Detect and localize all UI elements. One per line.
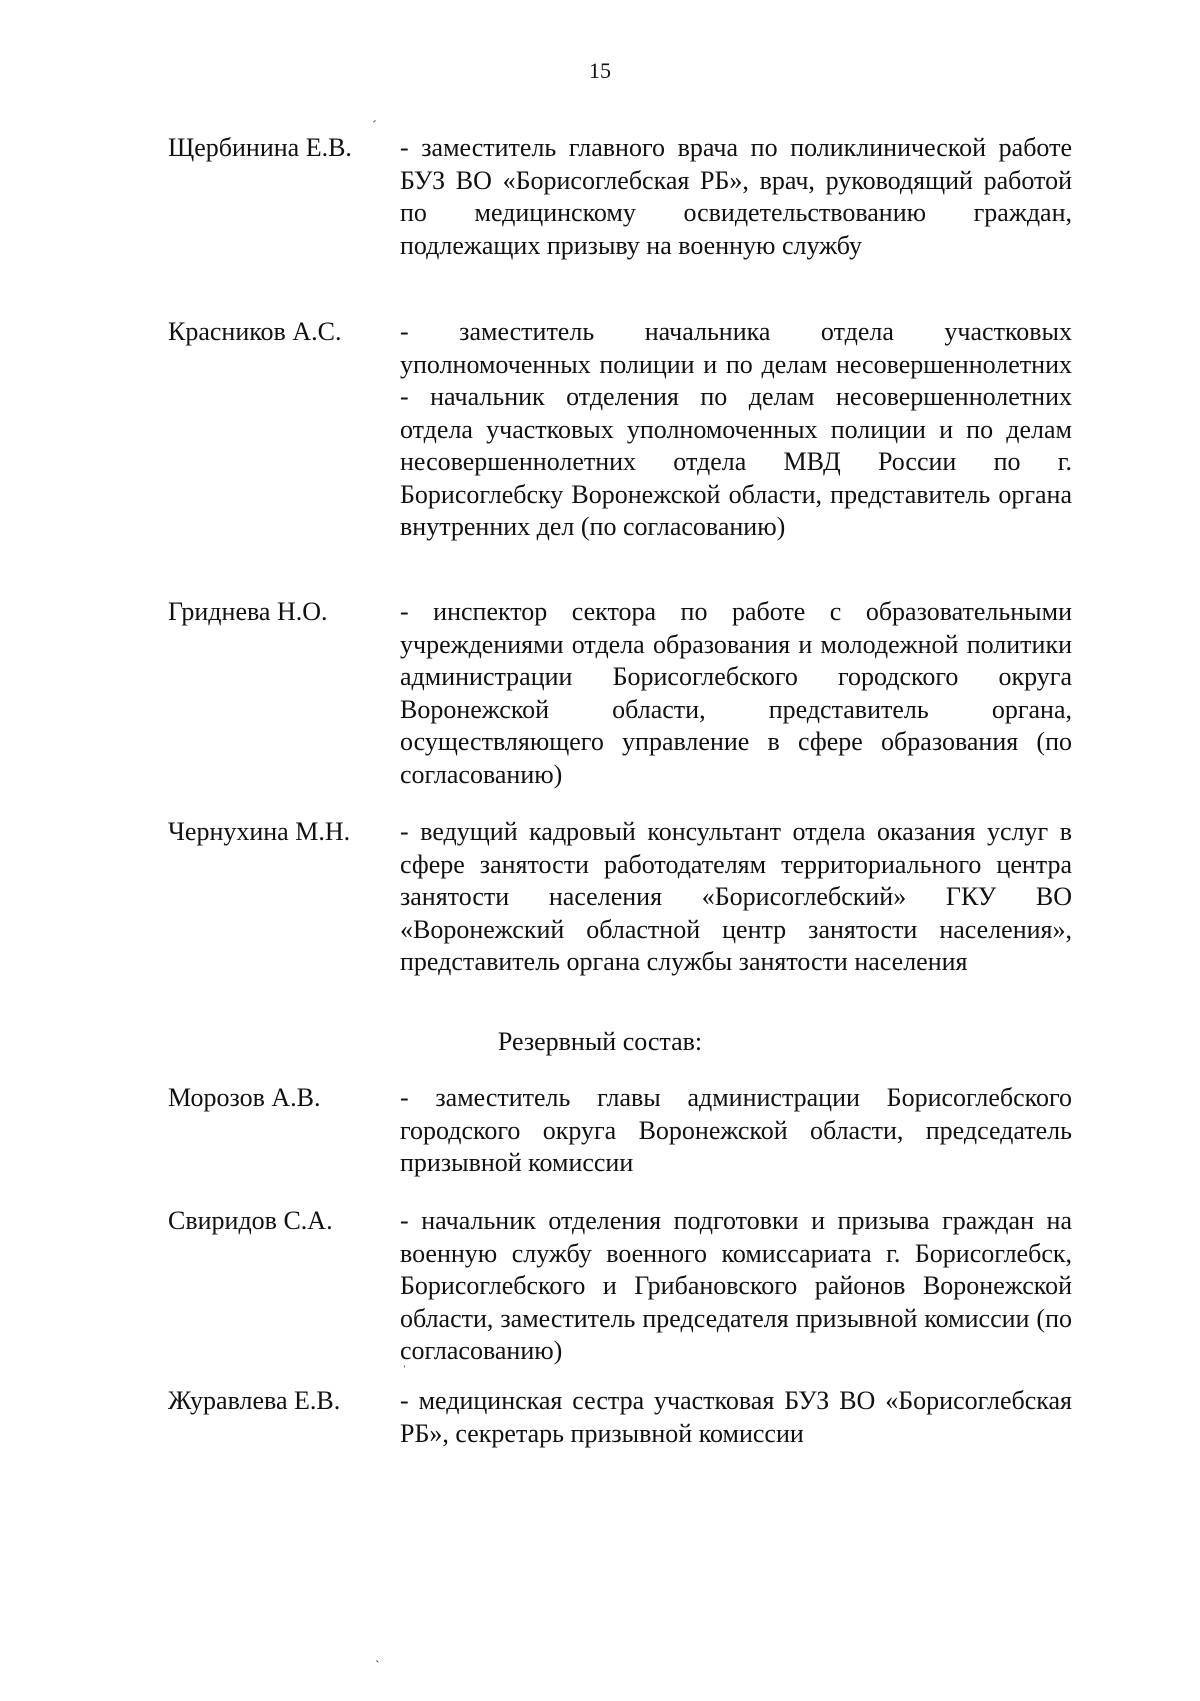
member-name: Чернухина М.Н. [168,817,351,846]
member-description: - заместитель главы администрации Борисоглебского городского округа Воронежской области, председатель призывной комиссии [400,1083,1072,1177]
member-description: - заместитель начальника отдела участковых уполномоченных полиции и по делам несовершеннолетних - начальник отделения по делам несовершеннолетних отдела участковых уполномоченных полиции и по делам несовершеннолетних отдела МВД России по г. Борисоглебску Воронежской области, представитель органа внутренних дел (по согласованию) [400,317,1072,541]
member-description: - медицинская сестра участковая БУЗ ВО «Борисоглебская РБ», секретарь призывной комиссии [400,1386,1072,1448]
member-name: Гриднева Н.О. [168,597,328,626]
reserve-heading: Резервный состав: [497,1027,703,1056]
member-name: Морозов А.В. [168,1083,321,1112]
page-number: 15 [589,58,611,83]
member-name: Щербинина Е.В. [168,133,352,162]
member-description: - начальник отделения подготовки и призыва граждан на военную службу военного комиссариата г. Борисоглебск, Борисоглебского и Грибановского районов Воронежской области, заместитель председателя призывной комиссии (по согласованию) [400,1206,1072,1365]
member-name: Красников А.С. [168,317,342,346]
member-description: - заместитель главного врача по поликлинической работе БУЗ ВО «Борисоглебская РБ», врач, руководящий работой по медицинскому освидетельствованию граждан, подлежащих призыву на военную службу [400,133,1072,260]
member-name: Свиридов С.А. [168,1206,333,1235]
member-description: - ведущий кадровый консультант отдела оказания услуг в сфере занятости работодателям территориального центра занятости населения «Борисоглебский» ГКУ ВО «Воронежский областной центр занятости населения», представитель органа службы занятости населения [400,817,1072,976]
member-description: - инспектор сектора по работе с образовательными учреждениями отдела образования и молодежной политики администрации Борисоглебского городского округа Воронежской области, представитель органа, осуществляющего управление в сфере образования (по согласованию) [400,597,1072,789]
scan-artifact-mark: ˈ [402,1364,407,1379]
member-name: Журавлева Е.В. [168,1386,341,1415]
scan-artifact-mark: ˊ [372,119,377,134]
scan-artifact-mark: ˋ [375,1659,380,1674]
